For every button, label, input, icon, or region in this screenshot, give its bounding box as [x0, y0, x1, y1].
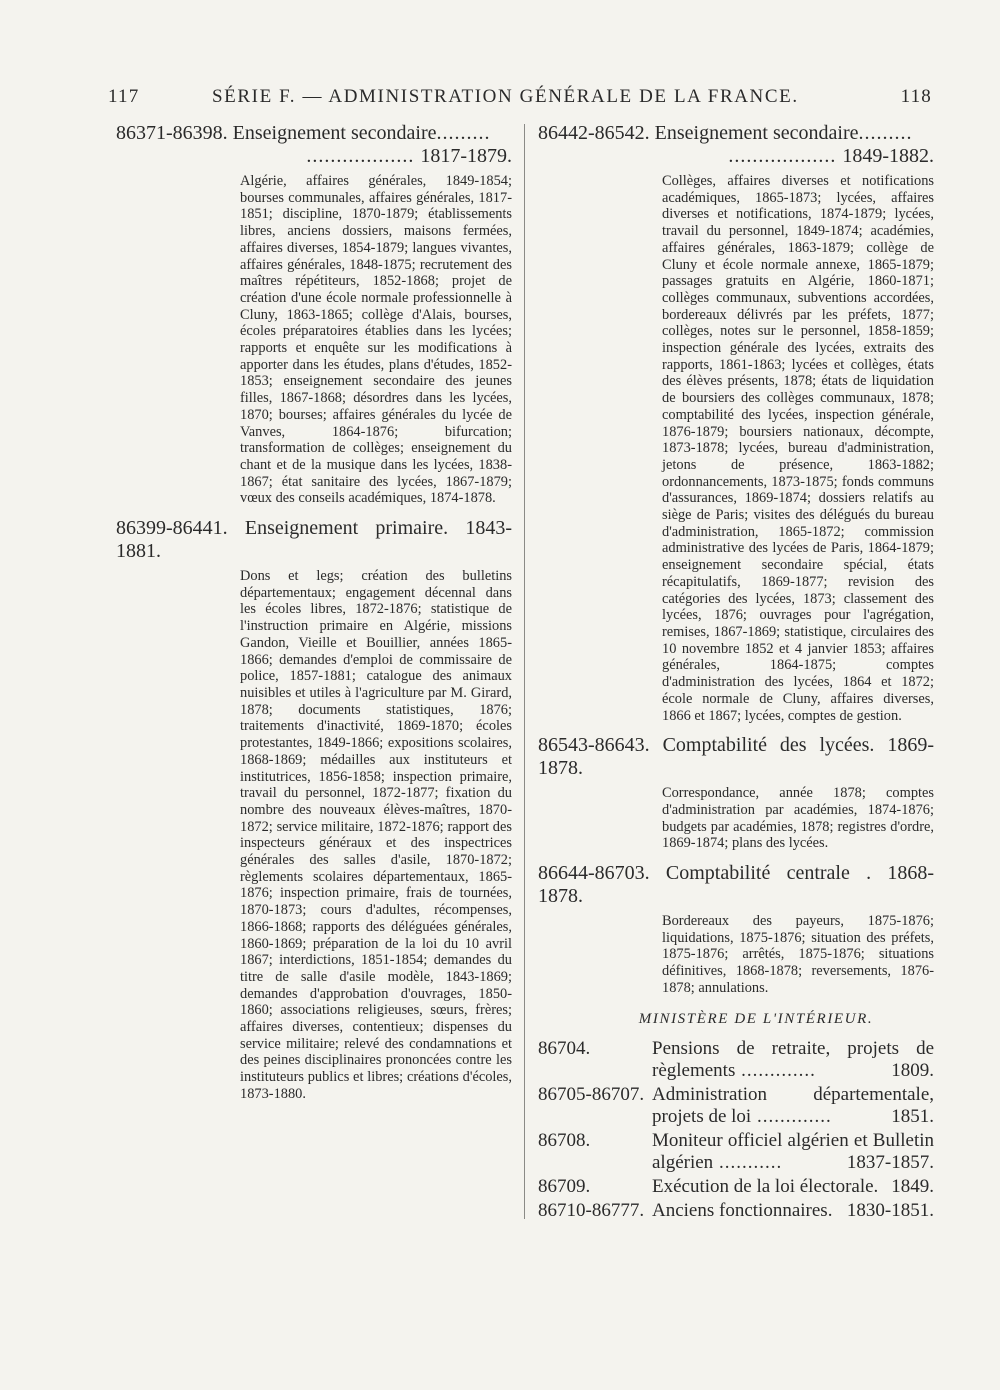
- entry-date: 1868-1878.: [538, 862, 934, 908]
- left-column: [116, 122, 512, 1113]
- leader-dots: ..................: [728, 145, 843, 167]
- item-text-wrap: [652, 1176, 934, 1198]
- item-text-wrap: [652, 1200, 934, 1222]
- entry-heading: Enseignement secondaire: [654, 122, 859, 144]
- entry-code: 86442-86542.: [538, 122, 650, 144]
- entry-title: [538, 862, 934, 908]
- entry: [116, 517, 512, 1103]
- leader-dots: .............: [751, 1105, 832, 1127]
- column-divider: [524, 124, 525, 1219]
- leader-dots: ..................: [306, 145, 421, 167]
- entry-heading: Comptabilité des lycées.: [662, 734, 875, 757]
- ministry-item: [538, 1130, 934, 1174]
- entry-heading: Enseignement primaire.: [244, 517, 449, 540]
- item-text-wrap: [652, 1038, 934, 1082]
- item-date: 1849.: [891, 1175, 934, 1197]
- entry-date: 1843-1881.: [116, 517, 512, 563]
- entry-description: Correspondance, année 1878; comptes d'administration par académies, 1874-1876; budgets par académies, 1878; registres d'ordre, 1869-1874; plans des lycées.: [662, 785, 934, 852]
- entry-date: 1869-1878.: [538, 734, 935, 780]
- entry-date: 1849-1882.: [842, 145, 934, 167]
- item-text: Exécution de la loi électorale.: [652, 1175, 879, 1197]
- item-code: 86704.: [538, 1037, 591, 1059]
- entry-description: Algérie, affaires générales, 1849-1854; bourses communales, affaires générales, 1817-1851; discipline, 1870-1879; établissements libres, anciens dossiers, maisons fermées, affaires diverses, 1854-1879; langues vivantes, affaires générales, 1848-1875; recrutement des maîtres répétiteurs, 1852-1868; projet de création d'une école normale professionnelle à Cluny, 1863-1865; collège d'Alais, bourses, écoles préparatoires établies dans les lycées; rapports et enquête sur les modifications à apporter dans les études, plans d'études, 1852-1853; enseignement secondaire des jeunes filles, 1867-1868; désordres dans les lycées, 1870; bourses; affaires générales du lycée de Vanves, 1864-1876; bifurcation; transformation de collèges; enseignement du chant et de la musique dans les lycées, 1838-1867; état sanitaire des lycées, 1867-1879; vœux des conseils académiques, 1874-1878.: [240, 173, 512, 507]
- entry-date: 1817-1879.: [420, 145, 512, 167]
- entry-heading: Enseignement secondaire: [232, 122, 437, 144]
- leader-dots: ...........: [713, 1151, 783, 1173]
- page-header: [108, 86, 932, 114]
- item-date: 1809.: [891, 1059, 934, 1081]
- entry-title: [116, 122, 512, 168]
- ministry-item: [538, 1176, 934, 1198]
- entry-title: [538, 122, 934, 168]
- ministry-item: [538, 1084, 934, 1128]
- item-date: 1837-1857.: [846, 1151, 934, 1173]
- entry-title: [538, 734, 934, 780]
- entry-description: Bordereaux des payeurs, 1875-1876; liquidations, 1875-1876; situation des préfets, 1875-1876; arrêtés, 1875-1876; situations définitives, 1868-1878; reversements, 1876-1878; annulations.: [662, 913, 934, 996]
- leader-dots: .........: [858, 122, 913, 144]
- entry: [538, 862, 934, 997]
- item-text: Anciens fonctionnaires.: [652, 1199, 833, 1221]
- entry-title: [116, 517, 512, 563]
- item-text: Pensions de retraite, projets de règlements: [652, 1037, 934, 1081]
- entry: [538, 122, 934, 724]
- item-code: 86709.: [538, 1175, 591, 1197]
- leader-dots: .............: [735, 1059, 816, 1081]
- item-text: Moniteur officiel algérien et Bulletin algérien: [652, 1129, 934, 1173]
- entry: [116, 122, 512, 507]
- entry-description: Dons et legs; création des bulletins départementaux; engagement décennal dans les écoles libres, 1872-1876; statistique de l'instruction primaire en Algérie, missions Gandon, Vieille et Bouillier, années 1865-1866; demandes d'emploi de commissaire de police, 1857-1881; catalogue des animaux nuisibles et utiles à l'agriculture par M. Girard, 1878; documents statistiques, 1876; traitements d'inactivité, 1869-1870; écoles protestantes, 1849-1866; expositions scolaires, 1868-1869; médailles aux instituteurs et institutrices, 1856-1858; inspection primaire, travail du personnel, 1872-1877; fixation du nombre des nouveaux élèves-maîtres, 1870-1872; service militaire, 1872-1876; rapport des inspecteurs généraux et des inspectrices générales des salles d'asile, 1870-1872; règlements scolaires départementaux, 1865-1876; inspection primaire, frais de tournées, 1870-1873; cours d'adultes, récompenses, 1866-1868; rapports des déléguées générales, 1860-1869; préparation de la loi du 10 avril 1867; interdictions, 1851-1854; demandes du titre de salle d'asile modèle, 1843-1869; demandes d'approbation d'ouvrages, 1850-1860; associations religieuses, sœurs, frères; affaires diverses, contentieux; dispenses du service militaire; relevé des condamnations et des peines disciplinaires prononcées contre les instituteurs publics et libres; créations d'écoles, 1873-1880.: [240, 568, 512, 1102]
- entry-code: 86543-86643.: [538, 734, 650, 757]
- ministry-item: [538, 1038, 934, 1082]
- ministry-item: [538, 1200, 934, 1222]
- entry-heading: Comptabilité centrale .: [665, 862, 872, 885]
- entry-date-row: [538, 145, 934, 168]
- right-column: [538, 122, 934, 1224]
- item-date: 1851.: [891, 1105, 934, 1127]
- item-text-wrap: [652, 1130, 934, 1174]
- item-code: 86705-86707.: [538, 1083, 645, 1105]
- entry-code: 86644-86703.: [538, 862, 650, 885]
- entry-code: 86371-86398.: [116, 122, 228, 144]
- item-text: Administration départementale, projets de loi: [652, 1083, 934, 1127]
- item-date: 1830-1851.: [846, 1199, 934, 1221]
- entry-date-row: [116, 145, 512, 168]
- item-code: 86710-86777.: [538, 1199, 645, 1221]
- entry-description: Collèges, affaires diverses et notifications académiques, 1865-1873; lycées, affaires diverses et notifications, 1874-1879; lycées, travail du personnel, 1849-1874; académies, affaires générales, 1863-1879; collège de Cluny et école normale annexe, 1865-1879; passages gratuits en Algérie, 1860-1871; collèges communaux, subventions accordées, bordereaux délivrés par les préfets, 1877; collèges, notes sur le personnel, 1858-1859; inspection générale des lycées, extraits des rapports, 1861-1863; lycées et collèges, états des élèves présents, 1878; états de liquidation de boursiers des collèges communaux, 1878; comptabilité des lycées, inspection générale, 1876-1879; boursiers nationaux, décompte, 1873-1878; lycées, bureau d'administration, jetons de présence, 1863-1882; ordonnancements, 1873-1875; fonds communs d'assurances, 1869-1874; dossiers relatifs au siège de Paris; visites des délégués du bureau d'administration, 1865-1872; commission administrative des lycées de Paris, 1864-1879; enseignement secondaire spécial, états récapitulatifs, 1869-1877; revision des catégories des lycées, 1873; classement des lycées, 1876; ouvrages pour l'agrégation, remises, 1867-1869; statistique, circulaires des 10 novembre 1852 et 4 janvier 1853; affaires générales, 1864-1875; comptes d'administration des lycées, 1864 et 1872; école normale de Cluny, affaires diverses, 1866 et 1867; lycées, comptes de gestion.: [662, 173, 934, 724]
- entry: [538, 734, 934, 852]
- item-text-wrap: [652, 1084, 934, 1128]
- page-number-left: 117: [108, 86, 140, 107]
- ministry-heading: MINISTÈRE DE L'INTÉRIEUR.: [638, 1010, 874, 1027]
- entry-code: 86399-86441.: [116, 517, 228, 540]
- leader-dots: .........: [436, 122, 491, 144]
- page-number-right: 118: [900, 86, 932, 107]
- running-title: SÉRIE F. — ADMINISTRATION GÉNÉRALE DE LA FRANCE.: [212, 86, 799, 107]
- item-code: 86708.: [538, 1129, 591, 1151]
